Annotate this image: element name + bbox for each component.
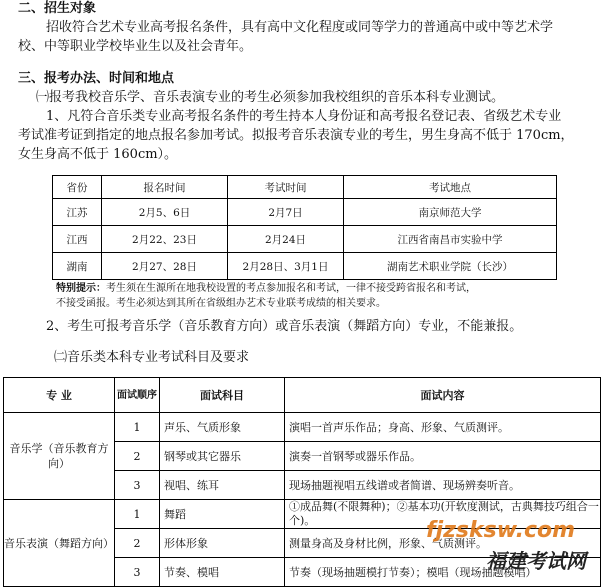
major-music-education: 音乐学（音乐教育方向） (4, 413, 115, 500)
header-exam-time: 考试时间 (228, 176, 344, 199)
table-cell: 江西省南昌市实验中学 (344, 226, 557, 253)
table-cell: 2 (115, 529, 160, 558)
table-cell: 湖南艺术职业学院（长沙） (344, 253, 557, 280)
table-cell: 2 (115, 442, 160, 471)
table-row (53, 226, 557, 253)
special-note-line-1 (56, 282, 476, 296)
table-cell: ①成品舞(不限舞种)；②基本功(开软度测试，古典舞技巧组合一个)。 (285, 500, 601, 529)
subsection-1-text: ㈠报考我校音乐学、音乐表演专业的考生必须参加我校组织的音乐本科专业测试。 (36, 90, 505, 105)
header-order: 面试顺序 (115, 378, 160, 413)
table-cell: 2月24日 (228, 226, 344, 253)
table-row (53, 253, 557, 280)
table-cell: 2月5、6日 (102, 199, 228, 226)
table-cell: 南京师范大学 (344, 199, 557, 226)
table-cell: 江西 (53, 226, 102, 253)
table-cell: 节奏（现场抽题模打节奏）；模唱（现场抽题模唱） (285, 558, 601, 587)
table-row (53, 199, 557, 226)
header-major: 专 业 (4, 378, 115, 413)
table-cell: 2月7日 (228, 199, 344, 226)
table-cell: 2月28日、3月1日 (228, 253, 344, 280)
section-3-text-3: 女生身高不低于 160cm）。 (18, 147, 178, 162)
major-music-performance: 音乐表演（舞蹈方向） (4, 500, 115, 587)
table-cell: 2月27、28日 (102, 253, 228, 280)
table-cell: 测量身高及身材比例，形象、气质测评。 (285, 529, 601, 558)
table-cell: 演唱一首声乐作品；身高、形象、气质测评。 (285, 413, 601, 442)
section-3-text-2: 考试准考证到指定的地点报名参加考试。拟报考音乐表演专业的考生，男生身高不低于 170cm， (18, 128, 574, 143)
table-cell: 形体形象 (160, 529, 285, 558)
table-header-row (53, 176, 557, 199)
special-note-text-1: 考生须在生源所在地我校设置的考点参加报名和考试，一律不接受跨省报名和考试， (106, 283, 476, 294)
table-cell: 湖南 (53, 253, 102, 280)
section-heading-3: 三、报考办法、时间和地点 (18, 71, 175, 86)
watermark-name: 福建考试网 (486, 549, 586, 573)
table-cell: 1 (115, 413, 160, 442)
table-cell: 3 (115, 471, 160, 500)
table-cell: 现场抽题视唱五线谱或者简谱、现场辨奏听音。 (285, 471, 601, 500)
table-cell: 1 (115, 500, 160, 529)
section-2-text-1: 招收符合艺术专业高考报名条件，具有高中文化程度或同等学力的普通高中或中等艺术学 (46, 20, 554, 35)
header-province: 省份 (53, 176, 102, 199)
table-cell: 3 (115, 558, 160, 587)
table-cell: 钢琴或其它器乐 (160, 442, 285, 471)
para-2-text: 2、考生可报考音乐学（音乐教育方向）或音乐表演（舞蹈方向）专业，不能兼报。 (46, 319, 523, 334)
table-row (4, 413, 601, 442)
table-header-row (4, 378, 601, 413)
table-cell: 舞蹈 (160, 500, 285, 529)
special-note-label: 特别提示： (56, 283, 106, 294)
table-cell: 节奏、模唱 (160, 558, 285, 587)
table-cell: 视唱、练耳 (160, 471, 285, 500)
table-cell: 江苏 (53, 199, 102, 226)
table-cell: 2月22、23日 (102, 226, 228, 253)
header-content: 面试内容 (285, 378, 601, 413)
header-registration-time: 报名时间 (102, 176, 228, 199)
exam-schedule-table (52, 175, 557, 280)
watermark-site: fjzsksw.com (426, 518, 576, 543)
subsection-2-heading: ㈡音乐类本科专业考试科目及要求 (54, 350, 250, 365)
table-cell: 声乐、气质形象 (160, 413, 285, 442)
section-heading-2: 二、招生对象 (18, 1, 97, 16)
header-exam-location: 考试地点 (344, 176, 557, 199)
section-2-text-2: 校、中等职业学校毕业生以及社会青年。 (18, 39, 253, 54)
header-subject: 面试科目 (160, 378, 285, 413)
table-cell: 演奏一首钢琴或器乐作品。 (285, 442, 601, 471)
special-note-text-2: 不接受函报。考生必须达到其所在省级组办艺术专业联考成绩的相关要求。 (56, 298, 386, 309)
section-3-text-1: 1、凡符合音乐类专业高考报名条件的考生持本人身份证和高考报名登记表、省级艺术专业 (46, 109, 562, 124)
